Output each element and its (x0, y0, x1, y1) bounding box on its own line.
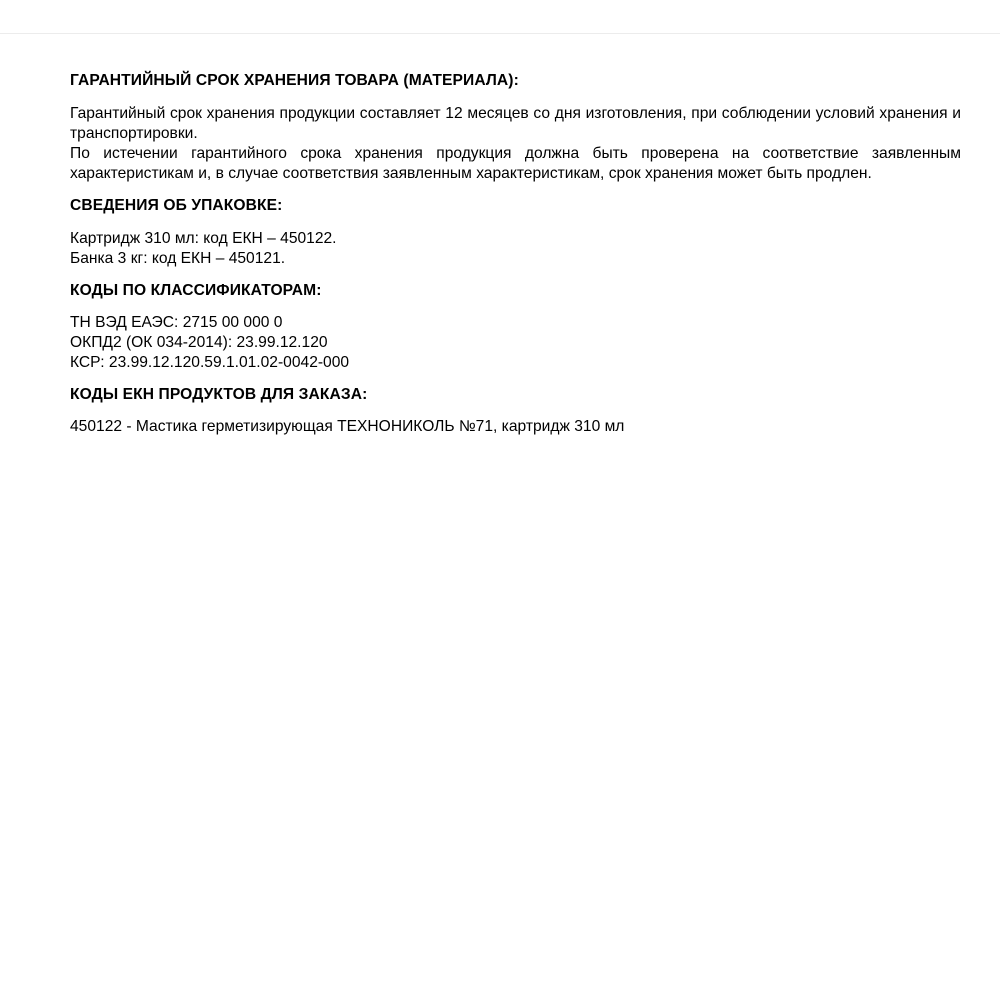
order-code-line: 450122 - Мастика герметизирующая ТЕХНОНИКОЛЬ №71, картридж 310 мл (70, 418, 625, 435)
classifiers-body (70, 313, 961, 373)
storage-body (70, 104, 961, 184)
classifiers-heading: КОДЫ ПО КЛАССИФИКАТОРАМ: (70, 282, 322, 299)
order-codes-body (70, 417, 961, 437)
storage-section (70, 71, 961, 184)
storage-paragraph: По истечении гарантийного срока хранения продукция должна быть проверена на соответствие заявленным характеристикам и, в случае соответствия заявленным характеристикам, срок хранения может быть продлен. (70, 145, 961, 182)
top-divider (0, 33, 1000, 34)
storage-heading: ГАРАНТИЙНЫЙ СРОК ХРАНЕНИЯ ТОВАРА (МАТЕРИАЛА): (70, 72, 519, 89)
packaging-line: Картридж 310 мл: код ЕКН – 450122. (70, 230, 337, 247)
classifier-line: ОКПД2 (ОК 034-2014): 23.99.12.120 (70, 334, 328, 351)
packaging-section (70, 196, 961, 269)
packaging-heading: СВЕДЕНИЯ ОБ УПАКОВКЕ: (70, 197, 283, 214)
packaging-body (70, 229, 961, 269)
document-content (70, 71, 961, 437)
order-codes-section (70, 385, 961, 437)
classifier-line: КСР: 23.99.12.120.59.1.01.02-0042-000 (70, 354, 350, 371)
classifier-line: ТН ВЭД ЕАЭС: 2715 00 000 0 (70, 314, 283, 331)
storage-paragraph: Гарантийный срок хранения продукции составляет 12 месяцев со дня изготовления, при соблюдении условий хранения и транспортировки. (70, 105, 961, 142)
classifiers-section (70, 281, 961, 373)
packaging-line: Банка 3 кг: код ЕКН – 450121. (70, 250, 286, 267)
order-codes-heading: КОДЫ ЕКН ПРОДУКТОВ ДЛЯ ЗАКАЗА: (70, 386, 368, 403)
